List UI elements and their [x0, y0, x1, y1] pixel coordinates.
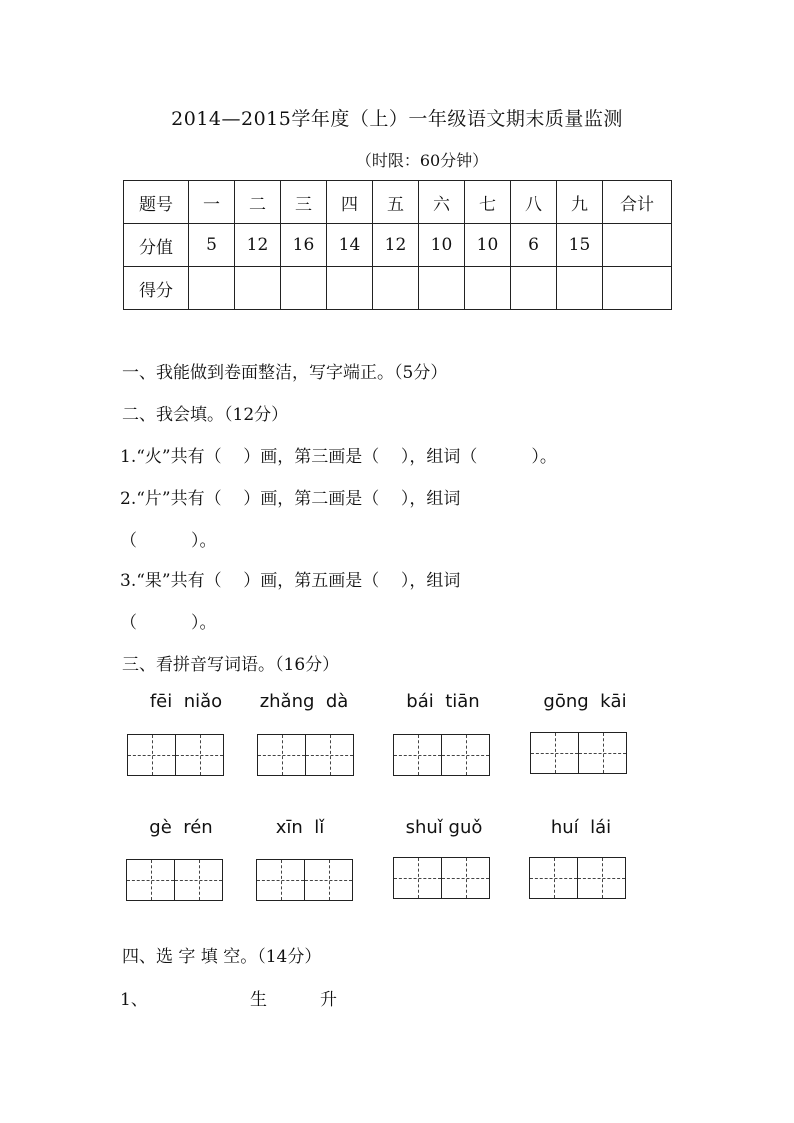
grid-cell [530, 732, 579, 774]
table-cell [603, 224, 672, 267]
table-cell: 七 [465, 181, 511, 224]
table-cell: 三 [281, 181, 327, 224]
writing-grid [257, 734, 354, 776]
table-cell [189, 267, 235, 310]
table-cell [511, 267, 557, 310]
table-cell: 六 [419, 181, 465, 224]
table-cell: 6 [511, 224, 557, 267]
choice-char: 升 [320, 990, 337, 1010]
section-4-heading: 四、选 字 填 空。（14分） [122, 947, 322, 967]
writing-grid [530, 732, 627, 774]
grid-cell [393, 734, 442, 776]
choice-char: 生 [250, 990, 267, 1010]
table-row-scores [124, 267, 672, 310]
table-cell: 九 [557, 181, 603, 224]
writing-grid [126, 859, 223, 901]
table-row-question-numbers [124, 181, 672, 224]
writing-grid [256, 859, 353, 901]
table-cell: 四 [327, 181, 373, 224]
exam-title: 2014—2015学年度（上）一年级语文期末质量监测 [171, 108, 623, 130]
table-cell [327, 267, 373, 310]
question-4-1-number: 1、 [120, 990, 148, 1010]
grid-cell [393, 857, 442, 899]
pinyin-label: huí lái [550, 817, 612, 838]
writing-grid [393, 734, 490, 776]
table-cell [603, 267, 672, 310]
table-cell: 合计 [603, 181, 672, 224]
grid-cell [579, 732, 627, 774]
table-cell [373, 267, 419, 310]
pinyin-label: gōng kāi [543, 691, 627, 712]
table-cell: 得分 [124, 267, 189, 310]
table-cell: 16 [281, 224, 327, 267]
pinyin-label: xīn lǐ [275, 817, 325, 838]
grid-cell [126, 859, 175, 901]
pinyin-label: fēi niǎo [149, 691, 223, 712]
table-cell: 12 [373, 224, 419, 267]
table-cell: 五 [373, 181, 419, 224]
table-cell: 10 [465, 224, 511, 267]
grid-cell [529, 857, 578, 899]
pinyin-label: gè rén [149, 817, 213, 838]
question-2-1: 1.“火”共有（ ）画，第三画是（ ），组词（ ）。 [120, 447, 557, 467]
grid-cell [305, 859, 353, 901]
section-3-heading: 三、看拼音写词语。（16分） [122, 655, 340, 675]
grid-cell [442, 857, 490, 899]
score-table [123, 180, 672, 310]
table-cell [235, 267, 281, 310]
section-2-heading: 二、我会填。（12分） [122, 405, 289, 425]
grid-cell [127, 734, 176, 776]
table-cell [281, 267, 327, 310]
writing-grid [529, 857, 626, 899]
grid-cell [176, 734, 224, 776]
question-2-3-continued: （ ）。 [120, 613, 217, 633]
table-cell: 12 [235, 224, 281, 267]
pinyin-label: zhǎng dà [259, 691, 349, 712]
question-2-2-continued: （ ）。 [120, 531, 217, 551]
table-cell: 题号 [124, 181, 189, 224]
table-cell [557, 267, 603, 310]
table-cell [419, 267, 465, 310]
table-cell: 八 [511, 181, 557, 224]
time-limit: （时限：60分钟） [355, 151, 489, 170]
grid-cell [306, 734, 354, 776]
table-cell: 分值 [124, 224, 189, 267]
writing-grid [393, 857, 490, 899]
table-row-points [124, 224, 672, 267]
table-cell: 15 [557, 224, 603, 267]
section-1-heading: 一、我能做到卷面整洁，写字端正。（5分） [122, 363, 448, 383]
table-cell: 10 [419, 224, 465, 267]
grid-cell [578, 857, 626, 899]
table-cell: 一 [189, 181, 235, 224]
pinyin-label: shuǐ guǒ [405, 817, 483, 838]
table-cell [465, 267, 511, 310]
question-2-2: 2.“片”共有（ ）画，第二画是（ ），组词 [120, 489, 461, 509]
table-cell: 二 [235, 181, 281, 224]
grid-cell [257, 734, 306, 776]
grid-cell [442, 734, 490, 776]
pinyin-label: bái tiān [406, 691, 480, 712]
writing-grid [127, 734, 224, 776]
question-2-3: 3.“果”共有（ ）画，第五画是（ ），组词 [120, 571, 461, 591]
table-cell: 5 [189, 224, 235, 267]
grid-cell [175, 859, 223, 901]
table-cell: 14 [327, 224, 373, 267]
grid-cell [256, 859, 305, 901]
